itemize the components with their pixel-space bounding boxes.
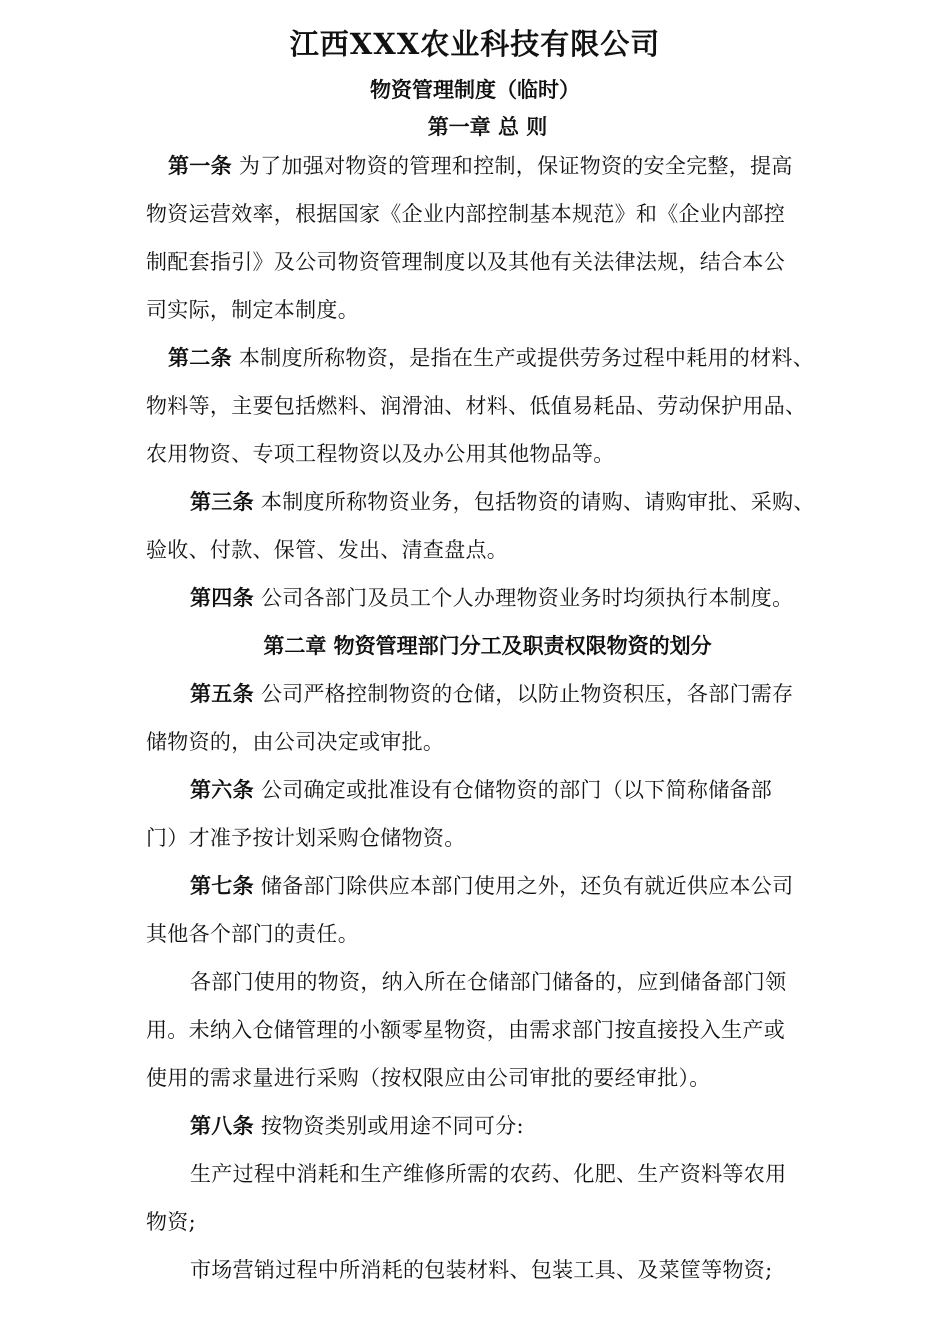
- article-5-label: 第五条: [190, 681, 254, 706]
- article-8-item-1-line-2: 物资;: [146, 1210, 196, 1234]
- article-1-line-1: [168, 150, 793, 180]
- article-4-text: 公司各部门及员工个人办理物资业务时均须执行本制度。: [260, 586, 794, 610]
- article-2-label: 第二条: [168, 345, 232, 370]
- article-5-line-2: 储物资的，由公司决定或审批。: [146, 730, 445, 754]
- article-7-para-line-2: 用。未纳入仓储管理的小额零星物资，由需求部门按直接投入生产或: [146, 1018, 785, 1042]
- article-3-text: 本制度所称物资业务，包括物资的请购、请购审批、采购、: [260, 490, 815, 514]
- article-6-line-2: 门）才准予按计划采购仓储物资。: [146, 826, 466, 850]
- article-7-para-line-3: 使用的需求量进行采购（按权限应由公司审批的要经审批）。: [146, 1066, 711, 1090]
- article-7-para-line-1: 各部门使用的物资，纳入所在仓储部门储备的，应到储备部门领: [190, 970, 787, 994]
- article-5-line-1: [190, 678, 793, 708]
- article-7-line-1: [190, 870, 793, 900]
- article-6-label: 第六条: [190, 777, 254, 802]
- chapter-2-heading: 第二章 物资管理部门分工及职责权限物资的划分: [263, 633, 712, 658]
- article-2-text: 本制度所称物资，是指在生产或提供劳务过程中耗用的材料、: [238, 346, 814, 370]
- company-title: 江西XXX农业科技有限公司: [289, 27, 661, 61]
- chapter-1-heading: 第一章 总 则: [427, 114, 548, 139]
- article-8-text: 按物资类别或用途不同可分:: [260, 1114, 524, 1138]
- article-8-item-2: 市场营销过程中所消耗的包装材料、包装工具、及菜筐等物资;: [190, 1258, 773, 1282]
- article-5-text: 公司严格控制物资的仓储，以防止物资积压，各部门需存: [260, 682, 794, 706]
- article-6-text: 公司确定或批准设有仓储物资的部门（以下简称储备部: [260, 778, 773, 802]
- document-title: 物资管理制度（临时）: [370, 77, 580, 102]
- article-3-line-1: [190, 486, 815, 516]
- article-2-line-1: [168, 342, 814, 372]
- article-1-line-2: 物资运营效率，根据国家《企业内部控制基本规范》和《企业内部控: [146, 202, 785, 226]
- article-8-item-1-line-1: 生产过程中消耗和生产维修所需的农药、化肥、生产资料等农用: [190, 1162, 787, 1186]
- article-7-label: 第七条: [190, 873, 254, 898]
- article-2-line-3: 农用物资、专项工程物资以及办公用其他物品等。: [146, 442, 615, 466]
- article-4-label: 第四条: [190, 585, 254, 610]
- article-3-label: 第三条: [190, 489, 254, 514]
- article-7-text: 储备部门除供应本部门使用之外，还负有就近供应本公司: [260, 874, 794, 898]
- article-8-line-1: [190, 1110, 524, 1140]
- article-1-line-3: 制配套指引》及公司物资管理制度以及其他有关法律法规，结合本公: [146, 250, 785, 274]
- article-1-label: 第一条: [168, 153, 232, 178]
- article-4-line-1: [190, 582, 793, 612]
- article-6-line-1: [190, 774, 772, 804]
- article-8-label: 第八条: [190, 1113, 254, 1138]
- article-1-text: 为了加强对物资的管理和控制，保证物资的安全完整，提高: [238, 154, 793, 178]
- article-3-line-2: 验收、付款、保管、发出、清查盘点。: [146, 538, 509, 562]
- article-7-line-2: 其他各个部门的责任。: [146, 922, 359, 946]
- article-2-line-2: 物料等，主要包括燃料、润滑油、材料、低值易耗品、劳动保护用品、: [146, 394, 807, 418]
- article-1-line-4: 司实际，制定本制度。: [146, 298, 359, 322]
